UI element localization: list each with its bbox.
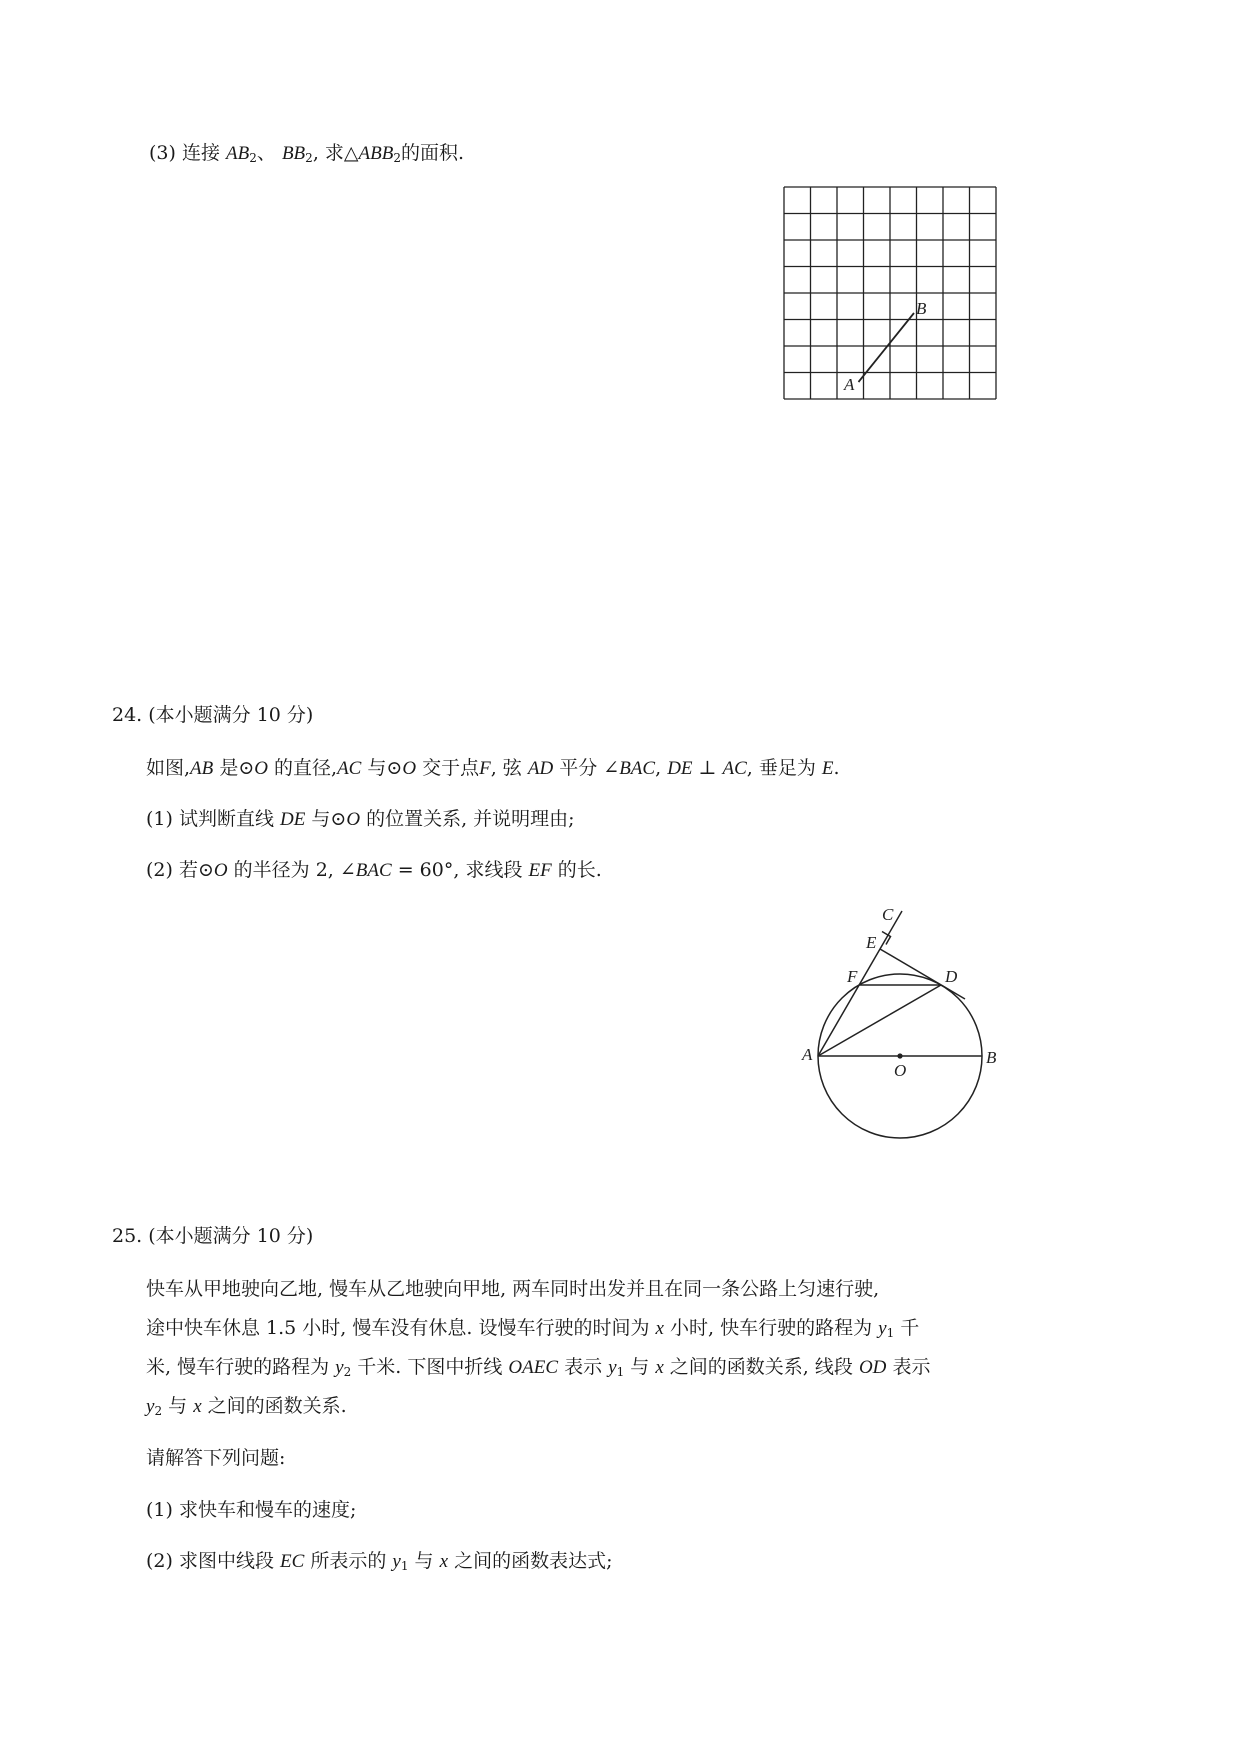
circle-figure (790, 900, 1010, 1150)
q25-header (112, 1223, 313, 1249)
label-b: B (916, 299, 927, 318)
chord-ad (818, 985, 941, 1056)
q25-line3: 米, 慢车行驶的路程为 $y_2$ 千米. 下图中折线 OAEC 表示 $y_1$ 与 x 之间的函数关系, 线段 OD 表示 (146, 1356, 931, 1379)
q25-part2: (2) 求图中线段 EC 所表示的 $y_1$ 与 x 之间的函数表达式; (146, 1550, 613, 1573)
line-ac (818, 911, 902, 1056)
label-d: D (945, 967, 958, 986)
q23-part3-line: (3) 连接 $AB_2$、 $BB_2$, 求$\triangle ABB_2$的面积. (149, 142, 465, 165)
q25-line1: 快车从甲地驶向乙地, 慢车从乙地驶向甲地, 两车同时出发并且在同一条公路上匀速行驶, (146, 1278, 880, 1300)
q25-number: 25. (112, 1225, 143, 1247)
segment-ab (859, 313, 915, 382)
q24-number: 24. (112, 704, 143, 726)
center-o (897, 1053, 902, 1058)
q25-ask: 请解答下列问题: (146, 1447, 286, 1469)
grid-figure (780, 183, 1000, 403)
label-a: A (802, 1045, 813, 1064)
label-f: F (847, 967, 858, 986)
q25-part1: (1) 求快车和慢车的速度; (146, 1499, 357, 1521)
q24-score: (本小题满分 10 分) (148, 704, 314, 726)
label-c: C (882, 905, 894, 924)
label-e: E (866, 933, 877, 952)
q25-line2: 途中快车休息 1.5 小时, 慢车没有休息. 设慢车行驶的时间为 x 小时, 快车行驶的路程为 $y_1$ 千 (146, 1317, 920, 1340)
label-a: A (844, 375, 855, 394)
label-b: B (986, 1048, 997, 1067)
label-o: O (894, 1061, 907, 1080)
q24-intro: 如图,AB 是⊙O 的直径,AC 与⊙O 交于点F, 弦 AD 平分 ∠BAC, DE ⊥ AC, 垂足为 E. (146, 757, 840, 779)
q24-part2: (2) 若⊙O 的半径为 2, ∠BAC = 60°, 求线段 EF 的长. (146, 859, 602, 881)
q24-part1: (1) 试判断直线 DE 与⊙O 的位置关系, 并说明理由; (146, 808, 575, 830)
q25-score: (本小题满分 10 分) (148, 1225, 314, 1247)
q24-header (112, 702, 313, 728)
q25-line4: $y_2$ 与 x 之间的函数关系. (146, 1395, 347, 1418)
